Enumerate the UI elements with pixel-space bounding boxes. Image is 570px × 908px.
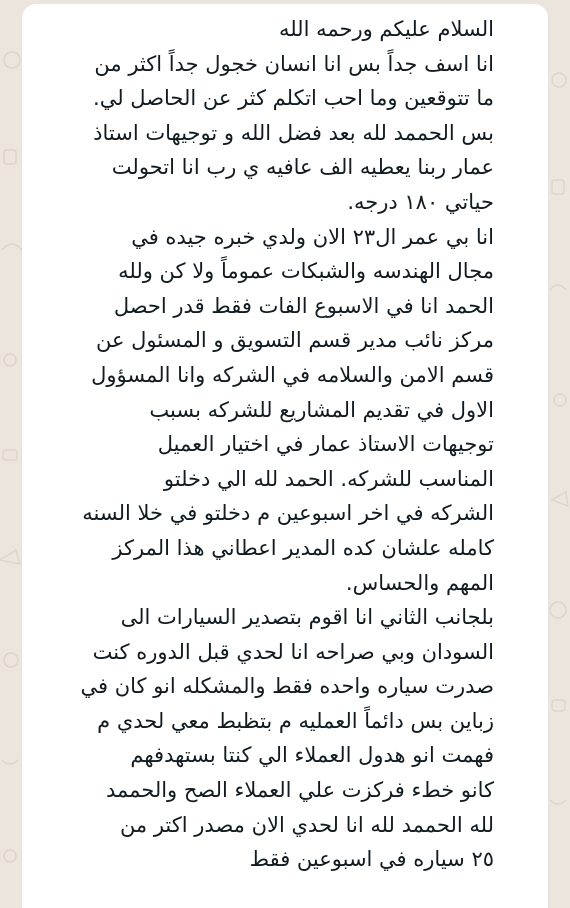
message-line: بس الحممد لله بعد فضل الله و توجيهات استاذ (93, 120, 494, 145)
message-line: المناسب للشركه. الحمد لله الي دخلتو (163, 466, 494, 491)
message-line: ٢٥ سياره في اسبوعين فقط (249, 847, 494, 872)
message-line: المهم والحساس. (345, 570, 494, 595)
message-line: الشركه في اخر اسبوعين م دخلتو في خلا السنه (82, 501, 494, 526)
message-line: انا اسف جداً بس انا انسان خجول جداً اكثر من (94, 51, 494, 76)
message-line: عمار ربنا يعطيه الف عافيه ي رب انا اتحولت (111, 155, 494, 180)
message-line: السلام عليكم ورحمه الله (278, 17, 494, 41)
message-line: حياتي ١٨٠ درجه. (347, 189, 494, 214)
message-bubble[interactable] (22, 4, 548, 908)
message-line: مركز نائب مدير قسم التسويق و المسئول عن (95, 328, 494, 353)
message-line: توجيهات الاستاذ عمار في اختيار العميل (157, 432, 494, 457)
message-line: الاول في تقديم المشاريع للشركه بسبب (149, 397, 494, 422)
message-line: كانو خطء فركزت علي العملاء الصح والحممد (105, 778, 494, 803)
message-text (42, 12, 494, 877)
message-line: بلجانب الثاني انا اقوم بتصدير السيارات الى (120, 605, 494, 630)
message-line: الحمد انا في الاسبوع الفات فقط قدر احصل (113, 293, 494, 318)
message-line: صدرت سياره واحده فقط والمشكله انو كان في (80, 674, 494, 699)
message-line: انا بي عمر ال٢٣ الان ولدي خبره جيده في (131, 224, 494, 249)
message-line: كامله علشان كده المدير اعطاني هذا المركز (112, 535, 494, 560)
message-line: فهمت انو هدول العملاء الي كنتا بستهدفهم (130, 743, 494, 768)
message-line: السودان وبي صراحه انا لحدي قبل الدوره كنت (92, 639, 494, 664)
message-line: مجال الهندسه والشبكات عموماً ولا كن ولله (118, 259, 494, 284)
message-line: لله الحممد لله انا لحدي الان مصدر اكتر من (119, 812, 494, 837)
message-line: ما تتوقعين وما احب اتكلم كثر عن الحاصل لي. (93, 86, 494, 111)
message-line: زباين بس دائماً العمليه م بتظبط معي لحدي م (97, 708, 494, 733)
message-line: قسم الامن والسلامه في الشركه وانا المسؤول (91, 362, 494, 387)
